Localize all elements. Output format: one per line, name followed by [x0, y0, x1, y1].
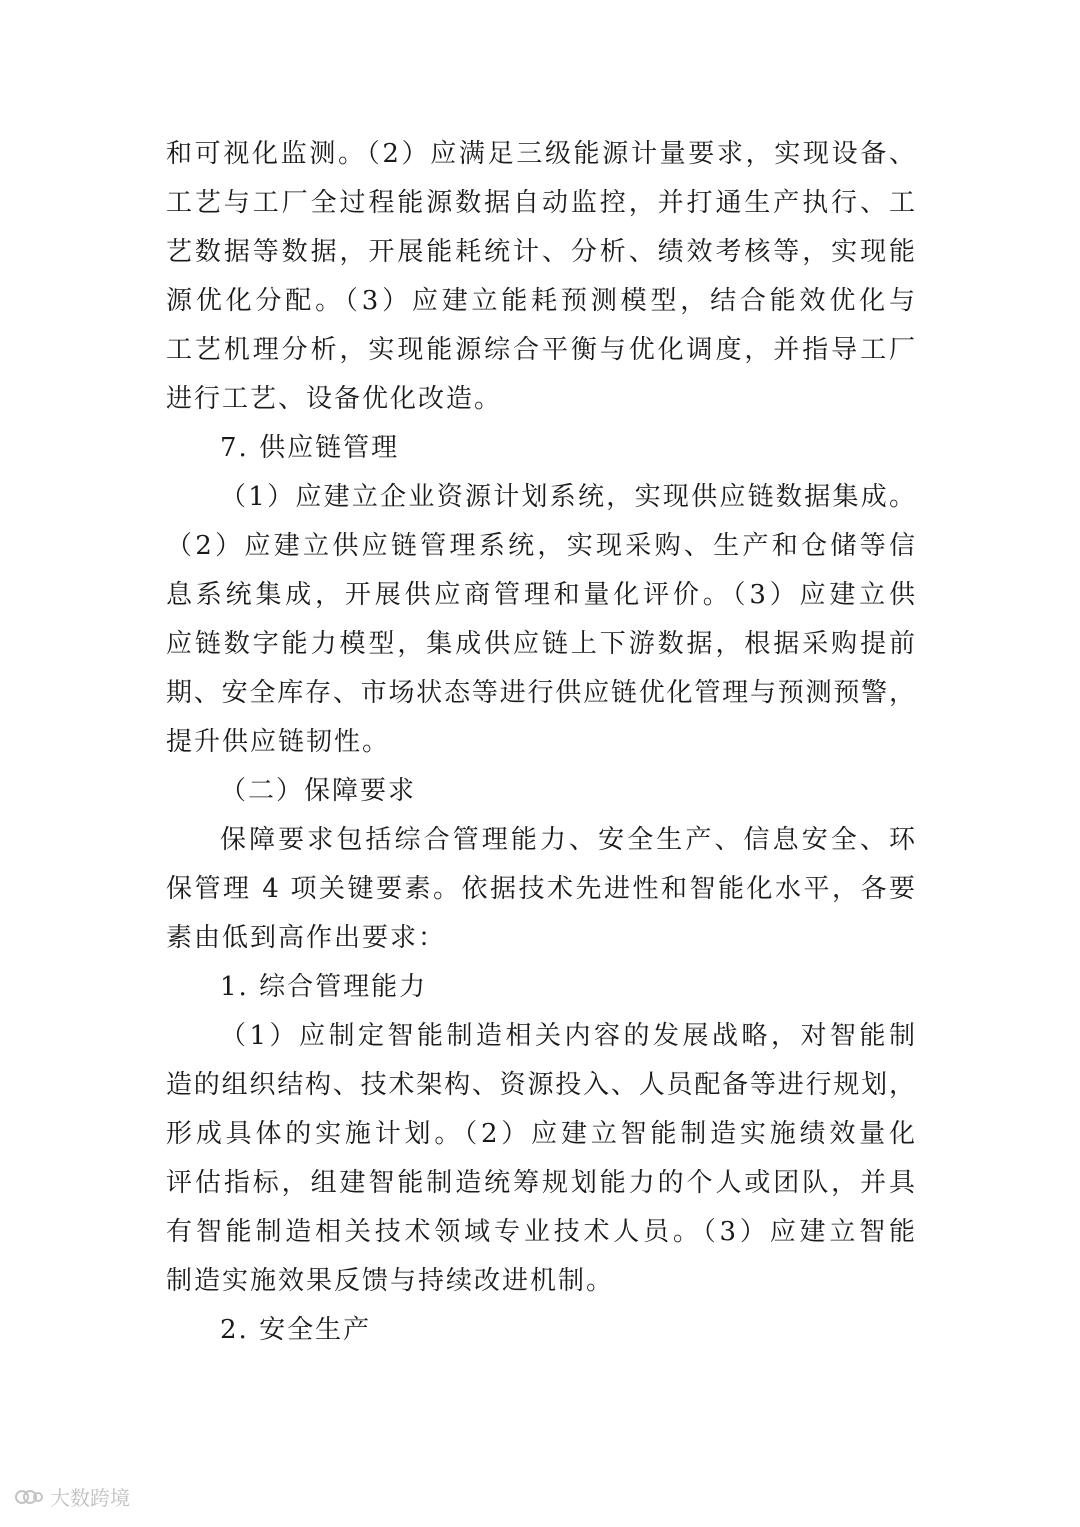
paragraph-line: （2）应建立供应链管理系统，实现采购、生产和仓储等信 [166, 531, 916, 561]
loop-logo-icon [14, 1487, 44, 1507]
document-page [166, 130, 916, 1355]
paragraph-line: 有智能制造相关技术领域专业技术人员。（3）应建立智能 [166, 1217, 916, 1247]
paragraph-line: 艺数据等数据，开展能耗统计、分析、绩效考核等，实现能 [166, 237, 916, 267]
paragraph-line: 期、安全库存、市场状态等进行供应链优化管理与预测预警， [166, 678, 916, 708]
paragraph-line: 评估指标，组建智能制造统筹规划能力的个人或团队，并具 [166, 1168, 916, 1198]
paragraph-line: 进行工艺、设备优化改造。 [166, 384, 503, 414]
section-heading: 7. 供应链管理 [220, 433, 400, 463]
paragraph-line: 提升供应链韧性。 [166, 727, 391, 757]
paragraph-line: 息系统集成，开展供应商管理和量化评价。（3）应建立供 [166, 580, 916, 610]
paragraph-line: 工艺与工厂全过程能源数据自动监控，并打通生产执行、工 [166, 188, 916, 218]
section-heading: （二）保障要求 [220, 776, 417, 806]
watermark-text: 大数跨境 [50, 1486, 130, 1510]
paragraph-line: 素由低到高作出要求： [166, 923, 447, 953]
paragraph-line: 保管理 4 项关键要素。依据技术先进性和智能化水平，各要 [166, 874, 916, 904]
paragraph-line: 保障要求包括综合管理能力、安全生产、信息安全、环 [220, 825, 916, 855]
paragraph-line: （1）应制定智能制造相关内容的发展战略，对智能制 [220, 1021, 916, 1051]
paragraph-line: 源优化分配。（3）应建立能耗预测模型，结合能效优化与 [166, 286, 916, 316]
paragraph-line: 和可视化监测。（2）应满足三级能源计量要求，实现设备、 [166, 139, 916, 169]
paragraph-line: 应链数字能力模型，集成供应链上下游数据，根据采购提前 [166, 629, 916, 659]
paragraph-line: 造的组织结构、技术架构、资源投入、人员配备等进行规划， [166, 1070, 916, 1100]
watermark [14, 1482, 130, 1511]
paragraph-line: 工艺机理分析，实现能源综合平衡与优化调度，并指导工厂 [166, 335, 916, 365]
paragraph-line: 形成具体的实施计划。（2）应建立智能制造实施绩效量化 [166, 1119, 916, 1149]
section-heading: 1. 综合管理能力 [220, 972, 428, 1002]
section-heading: 2. 安全生产 [220, 1315, 372, 1345]
paragraph-line: 制造实施效果反馈与持续改进机制。 [166, 1266, 615, 1296]
paragraph-line: （1）应建立企业资源计划系统，实现供应链数据集成。 [220, 482, 916, 512]
